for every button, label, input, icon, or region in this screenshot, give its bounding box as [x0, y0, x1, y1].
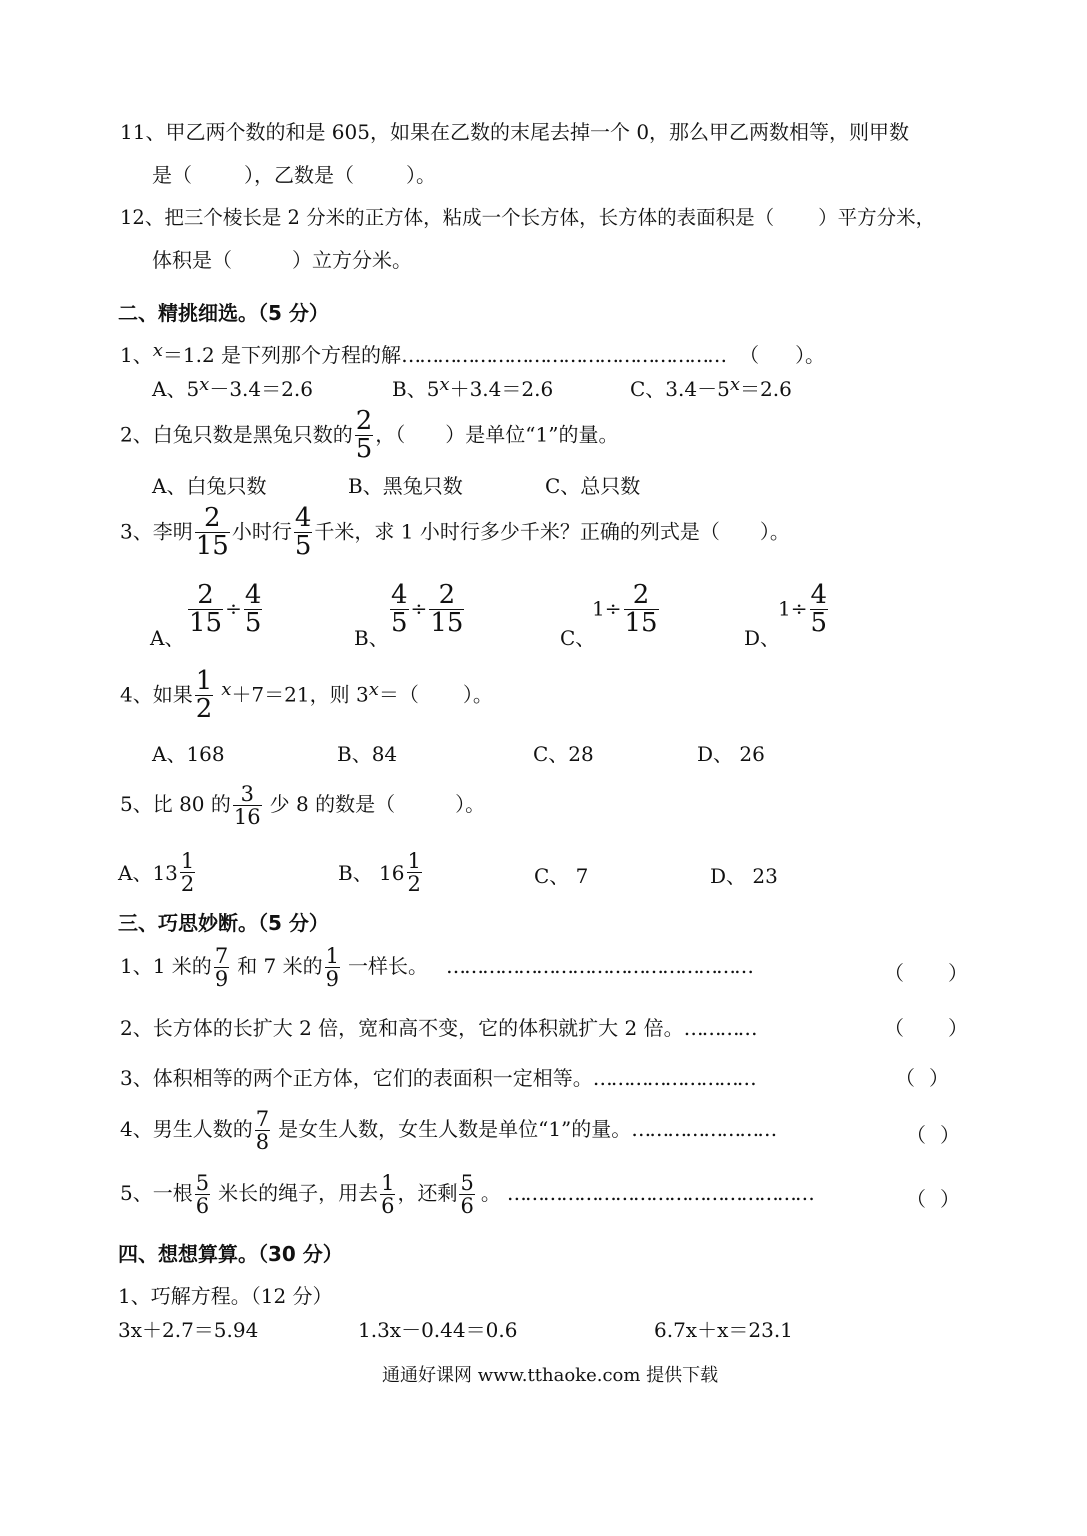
- fraction: [407, 850, 422, 895]
- fraction-numerator: 2: [355, 406, 373, 436]
- p2-q5-option-a: [118, 850, 197, 895]
- fraction-numerator: 2: [195, 505, 230, 533]
- p2-q1: [120, 340, 826, 367]
- fraction-numerator: 3: [233, 783, 262, 806]
- p2-q1-opt-a-pre: A、5: [152, 377, 200, 401]
- p2-q3-label-d: D、: [744, 626, 781, 650]
- fraction-denominator: 9: [325, 967, 340, 992]
- divide-sign: ÷: [604, 596, 622, 621]
- fraction-numerator: 1: [180, 849, 195, 873]
- equation-1: 3x＋2.7＝5.94: [118, 1318, 259, 1342]
- q12-line1: [120, 208, 935, 228]
- p2-q2: [120, 408, 618, 464]
- var-x: x: [439, 374, 450, 395]
- var-x: x: [199, 374, 210, 395]
- section-4-heading: 四、想想算算。（30 分）: [118, 1242, 343, 1266]
- fraction: [233, 783, 262, 828]
- p3-q5-answer: [906, 1189, 960, 1209]
- fraction-denominator: 5: [355, 434, 373, 465]
- q11-text-b: ），乙数是（: [244, 163, 354, 187]
- p2-q4-option-d: D、 26: [697, 742, 765, 766]
- p2-q5-mid: 少 8 的数是（: [269, 792, 396, 817]
- paren-open: （: [906, 1123, 926, 1147]
- fraction-denominator: 5: [391, 608, 408, 639]
- fraction: [429, 582, 464, 638]
- fraction-numerator: 1: [407, 849, 421, 873]
- p2-q4-option-b: B、84: [337, 742, 398, 766]
- paren-open: （: [906, 1187, 926, 1211]
- fraction-denominator: 6: [381, 1194, 395, 1219]
- var-x: x: [221, 679, 232, 701]
- p3-q1-dots: ……………………………………………: [446, 954, 753, 979]
- paren-close: ）: [940, 1187, 960, 1211]
- fraction-denominator: 8: [255, 1130, 270, 1155]
- p3-q3-dots: ………………………: [592, 1066, 755, 1090]
- fraction-numerator: 1: [381, 1171, 395, 1195]
- p2-q2-option-c: C、总只数: [545, 474, 641, 498]
- p2-q2-pre: 2、白兔只数是黑兔只数的: [120, 422, 353, 447]
- q12-text-d: ）立方分米。: [292, 248, 412, 272]
- footer-text: 通通好课网 www.tthaoke.com 提供下载: [382, 1365, 719, 1386]
- fraction-denominator: 15: [195, 531, 229, 562]
- p2-q1-opt-c-pre: C、3.4－5: [630, 377, 730, 401]
- fraction-denominator: 5: [294, 531, 312, 562]
- fraction-denominator: 2: [180, 872, 195, 897]
- fraction-denominator: 6: [460, 1194, 474, 1219]
- p2-q3-label-a: A、: [150, 626, 185, 650]
- fraction: [214, 945, 229, 990]
- fraction: [624, 582, 659, 638]
- p3-q1-pre: 1、1 米的: [120, 954, 212, 979]
- p2-q1-opt-b-post: ＋3.4＝2.6: [449, 377, 554, 401]
- q12-line2: [152, 250, 412, 270]
- fraction-numerator: 5: [195, 1171, 210, 1195]
- fraction-denominator: 15: [189, 608, 223, 639]
- p2-q5: [120, 783, 485, 828]
- p2-q1-paren-open: （: [739, 343, 760, 367]
- p2-q4-eq: ＝（: [378, 682, 419, 707]
- fraction-numerator: 7: [214, 944, 229, 968]
- p3-q4-pre: 4、男生人数的: [120, 1117, 253, 1142]
- p2-q4-post: ）。: [462, 682, 493, 707]
- fraction-denominator: 5: [810, 608, 828, 639]
- p2-q4-pre: 4、如果: [120, 682, 193, 707]
- p2-q1-option-b: [392, 374, 554, 401]
- paren-open: （: [884, 961, 904, 985]
- p2-q2-mid: ，（: [375, 422, 406, 447]
- var-x: x: [368, 679, 379, 701]
- p3-q1-post: 一样长。: [348, 954, 429, 979]
- p2-q3: [120, 505, 790, 561]
- p2-q1-text: ＝1.2 是下列那个方程的解: [162, 343, 402, 367]
- p3-q3: [120, 1068, 755, 1088]
- p2-q1-opt-c-post: ＝2.6: [740, 377, 792, 401]
- p2-q4: [120, 668, 493, 724]
- p3-q2: [120, 1018, 756, 1038]
- fraction: [380, 1172, 395, 1217]
- p3-q4: [120, 1108, 775, 1153]
- p3-q2-text: 2、长方体的长扩大 2 倍，宽和高不变，它的体积就扩大 2 倍。: [120, 1016, 684, 1040]
- fraction: [810, 582, 829, 638]
- p2-q1-opt-b-pre: B、5: [392, 377, 440, 401]
- p2-q5-post: ）。: [455, 792, 486, 817]
- p2-q3-label-c: C、: [560, 626, 596, 650]
- divide-sign: ÷: [410, 596, 428, 621]
- p2-q1-num: 1、: [120, 343, 153, 367]
- fraction: [294, 505, 313, 561]
- p2-q5-pre: 5、比 80 的: [120, 792, 231, 817]
- p2-q5-option-c: C、 7: [534, 864, 589, 888]
- divide-sign: ÷: [225, 596, 242, 621]
- p2-q3-post: ）。: [759, 519, 790, 544]
- equation-2: 1.3x－0.44＝0.6: [358, 1318, 518, 1342]
- section-3-heading: 三、巧思妙断。（5 分）: [118, 911, 329, 935]
- p4-sub1: 1、巧解方程。（12 分）: [118, 1284, 333, 1308]
- p2-q3-option-c: [592, 582, 661, 638]
- p3-q1: [120, 945, 752, 990]
- paren-open: （: [884, 1016, 904, 1040]
- p3-q3-answer: [895, 1068, 949, 1088]
- fraction: [390, 582, 409, 638]
- p3-q4-post: 是女生人数，女生人数是单位“1”的量。: [278, 1117, 632, 1142]
- q11-text-c: ）。: [406, 163, 436, 187]
- paren-open: （: [895, 1066, 915, 1090]
- p3-q3-text: 3、体积相等的两个正方体，它们的表面积一定相等。: [120, 1066, 593, 1090]
- p3-q4-dots: ……………………: [631, 1117, 776, 1142]
- p2-q5-option-b: [338, 850, 424, 895]
- fraction: [180, 850, 195, 895]
- p2-q5-opt-b-label: B、 16: [338, 860, 405, 885]
- p3-q1-answer: [884, 963, 968, 983]
- section-2-heading: 二、精挑细选。（5 分）: [118, 301, 329, 325]
- fraction: [459, 1172, 474, 1217]
- var-x: x: [152, 340, 163, 361]
- fraction-denominator: 16: [233, 805, 261, 830]
- p2-q3-mid1: 小时行: [231, 519, 292, 544]
- p3-q2-answer: [884, 1018, 968, 1038]
- fraction-numerator: 1: [325, 944, 340, 968]
- paren-close: ）: [940, 1123, 960, 1147]
- p2-q3-option-d: [778, 582, 830, 638]
- q11-line2: [152, 165, 436, 185]
- q11-text-a: 是（: [152, 163, 192, 187]
- p3-q5-pre: 5、一根: [120, 1181, 193, 1206]
- fraction-numerator: 4: [391, 580, 408, 610]
- p2-q2-post: ）是单位“1”的量。: [445, 422, 619, 447]
- fraction-denominator: 5: [244, 608, 262, 639]
- p3-q2-dots: …………: [683, 1016, 756, 1040]
- p3-q4-answer: [906, 1125, 960, 1145]
- p3-q5-mid1: 米长的绳子，用去: [218, 1181, 379, 1206]
- paren-close: ）: [929, 1066, 949, 1090]
- p2-q4-mid: ＋7＝21，则 3: [231, 682, 369, 707]
- p2-q1-dots: ………………………………………………: [401, 343, 726, 367]
- fraction-denominator: 9: [214, 967, 229, 992]
- p2-q5-opt-a-label: A、13: [118, 860, 178, 885]
- p3-q1-mid: 和 7 米的: [237, 954, 323, 979]
- q11-line1: 11、甲乙两个数的和是 605，如果在乙数的末尾去掉一个 0，那么甲乙两数相等，则甲数: [120, 120, 910, 144]
- paren-close: ）: [948, 961, 968, 985]
- fraction: [355, 408, 374, 464]
- fraction: [195, 668, 214, 724]
- fraction-numerator: 4: [810, 580, 828, 610]
- p3-q5: [120, 1172, 813, 1217]
- q12-text-c: 体积是（: [152, 248, 232, 272]
- fraction-numerator: 1: [195, 666, 213, 696]
- var-x: x: [729, 374, 740, 395]
- p2-q1-option-a: [152, 374, 313, 401]
- q12-text-b: ）平方分米，: [818, 206, 936, 229]
- divide-sign: ÷: [790, 596, 808, 621]
- fraction-denominator: 15: [624, 608, 658, 639]
- p2-q4-option-a: A、168: [152, 742, 225, 766]
- p3-q5-post: 。: [480, 1181, 501, 1206]
- fraction-denominator: 6: [195, 1194, 210, 1219]
- fraction-numerator: 4: [244, 580, 262, 610]
- fraction-denominator: 15: [430, 608, 464, 639]
- fraction-numerator: 2: [624, 582, 659, 610]
- p2-q1-option-c: [630, 374, 792, 401]
- one: 1: [592, 596, 605, 621]
- fraction-numerator: 5: [460, 1171, 474, 1195]
- p2-q2-option-a: A、白兔只数: [152, 474, 267, 498]
- p3-q5-mid2: ，还剩: [397, 1181, 458, 1206]
- equation-3: 6.7x＋x＝23.1: [654, 1318, 793, 1342]
- fraction: [325, 945, 340, 990]
- p2-q5-option-d: D、 23: [710, 864, 778, 888]
- paren-close: ）: [948, 1016, 968, 1040]
- fraction: [195, 505, 230, 561]
- p2-q4-option-c: C、28: [533, 742, 594, 766]
- p3-q5-dots: ……………………………………………: [506, 1181, 813, 1206]
- fraction: [244, 582, 263, 638]
- fraction: [188, 582, 223, 638]
- p2-q3-option-b: [388, 582, 466, 638]
- p2-q1-opt-a-post: －3.4＝2.6: [209, 377, 313, 401]
- fraction: [255, 1108, 270, 1153]
- fraction-denominator: 2: [195, 694, 213, 725]
- fraction: [195, 1172, 210, 1217]
- fraction-denominator: 2: [407, 872, 421, 897]
- fraction-numerator: 4: [294, 503, 312, 533]
- fraction-numerator: 2: [188, 582, 223, 610]
- p2-q3-mid2: 千米，求 1 小时行多少千米？正确的列式是（: [314, 519, 720, 544]
- one: 1: [778, 596, 791, 621]
- p2-q3-pre: 3、李明: [120, 519, 193, 544]
- fraction-numerator: 2: [429, 582, 464, 610]
- p2-q1-paren-close: ）。: [795, 343, 826, 367]
- q12-text-a: 12、把三个棱长是 2 分米的正方体，粘成一个长方体，长方体的表面积是（: [120, 206, 775, 229]
- p2-q3-label-b: B、: [354, 626, 389, 650]
- p2-q2-option-b: B、黑兔只数: [348, 474, 463, 498]
- p2-q3-option-a: [186, 582, 264, 638]
- fraction-numerator: 7: [255, 1107, 270, 1131]
